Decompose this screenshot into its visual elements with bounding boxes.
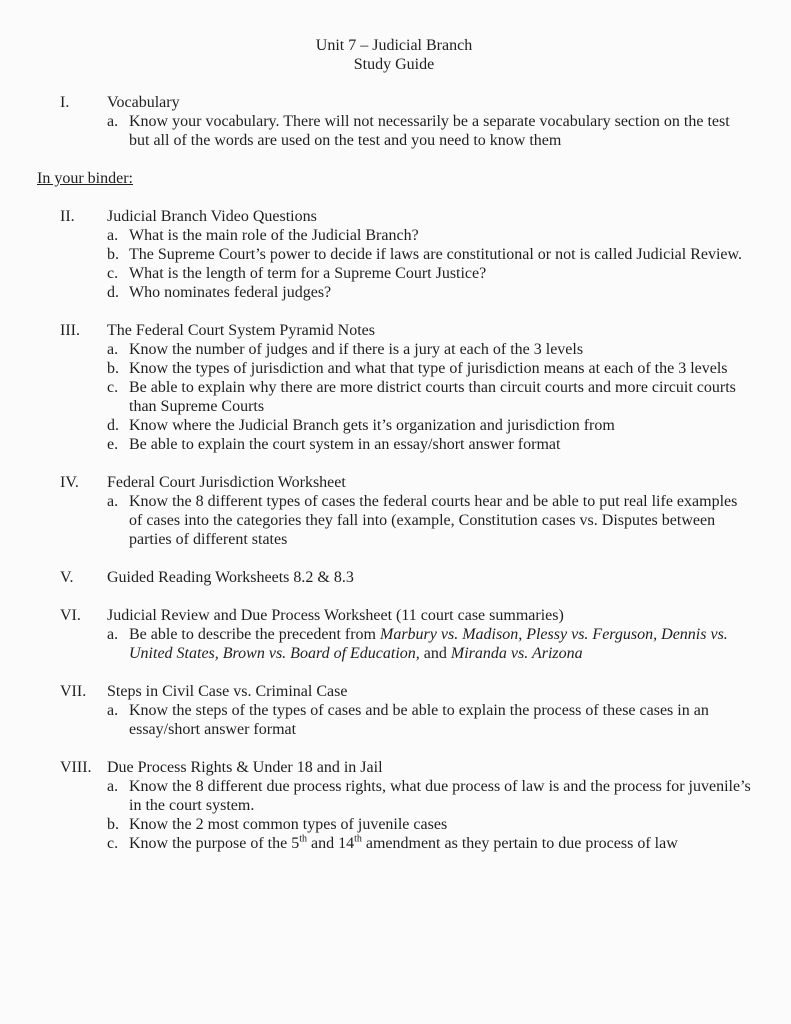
- item-letter: a.: [107, 778, 119, 795]
- section-heading-row: [37, 606, 751, 625]
- binder-heading: In your binder:: [37, 170, 133, 187]
- list-item: [107, 625, 751, 663]
- list-item: [107, 378, 751, 416]
- item-letter: e.: [107, 436, 119, 453]
- section-numeral: II.: [60, 208, 75, 225]
- section-numeral: VI.: [60, 607, 81, 624]
- item-letter: a.: [107, 113, 119, 130]
- list-item: [107, 359, 751, 378]
- item-text: [129, 435, 751, 454]
- list-item: [107, 435, 751, 454]
- section-numeral: IV.: [60, 474, 79, 491]
- superscript-run: th: [299, 833, 307, 845]
- section-i: [37, 93, 751, 150]
- section-title: Steps in Civil Case vs. Criminal Case: [107, 683, 348, 700]
- list-item: [107, 340, 751, 359]
- text-run: amendment as they pertain to due process of law: [361, 835, 678, 852]
- item-letter: d.: [107, 417, 119, 434]
- section-numeral: VIII.: [60, 759, 92, 776]
- item-text: [129, 834, 751, 853]
- text-run: Be able to describe the precedent from: [129, 626, 380, 643]
- item-letter: a.: [107, 227, 119, 244]
- list-item: [107, 492, 751, 549]
- item-text: [129, 283, 751, 302]
- text-run: Know the number of judges and if there is a jury at each of the 3 levels: [129, 341, 584, 358]
- text-run: Know the purpose of the 5: [129, 835, 300, 852]
- item-text: [129, 701, 751, 739]
- text-run: Know the 2 most common types of juvenile cases: [129, 816, 448, 833]
- document-subtitle: Study Guide: [353, 56, 435, 73]
- text-run: Know your vocabulary. There will not necessarily be a separate vocabulary section on the test but all of the words are used on the test and you need to know them: [129, 113, 730, 149]
- list-item: [107, 701, 751, 739]
- list-item: [107, 245, 751, 264]
- item-letter: b.: [107, 360, 119, 377]
- section-ii: [37, 207, 751, 302]
- italic-text-run: Miranda vs. Arizona: [450, 645, 583, 662]
- list-item: [107, 112, 751, 150]
- item-text: [129, 245, 751, 264]
- item-letter: b.: [107, 816, 119, 833]
- section-title: The Federal Court System Pyramid Notes: [107, 322, 375, 339]
- section-title: Due Process Rights & Under 18 and in Jail: [107, 759, 383, 776]
- item-text: [129, 625, 751, 663]
- superscript-run: th: [354, 833, 362, 845]
- item-text: [129, 378, 751, 416]
- section-iv: [37, 473, 751, 549]
- section-heading-row: [37, 321, 751, 340]
- text-run: and 14: [306, 835, 355, 852]
- list-item: [107, 226, 751, 245]
- item-letter: a.: [107, 626, 119, 643]
- section-v: [37, 568, 751, 587]
- text-run: Know the steps of the types of cases and be able to explain the process of these cases in an essay/short answer format: [129, 702, 709, 738]
- item-text: [129, 264, 751, 283]
- section-numeral: III.: [60, 322, 80, 339]
- text-run: Know where the Judicial Branch gets it’s organization and jurisdiction from: [129, 417, 615, 434]
- item-letter: a.: [107, 493, 119, 510]
- section-heading-row: [37, 93, 751, 112]
- italic-text-run: Marbury vs. Madison, Plessy vs. Ferguson, Dennis vs. United States, Brown vs. Board of Education,: [129, 626, 728, 662]
- section-numeral: VII.: [60, 683, 87, 700]
- item-letter: b.: [107, 246, 119, 263]
- item-text: [129, 112, 751, 150]
- section-title: Judicial Branch Video Questions: [107, 208, 317, 225]
- item-text: [129, 815, 751, 834]
- document-title: Unit 7 – Judicial Branch: [315, 37, 473, 54]
- text-run: Be able to explain the court system in an essay/short answer format: [129, 436, 561, 453]
- section-title: Federal Court Jurisdiction Worksheet: [107, 474, 346, 491]
- section-vii: [37, 682, 751, 739]
- section-title: Guided Reading Worksheets 8.2 & 8.3: [107, 569, 354, 586]
- text-run: Know the types of jurisdiction and what that type of jurisdiction means at each of the 3 levels: [129, 360, 728, 377]
- item-text: [129, 492, 751, 549]
- text-run: What is the length of term for a Supreme Court Justice?: [129, 265, 487, 282]
- item-text: [129, 359, 751, 378]
- item-letter: a.: [107, 341, 119, 358]
- text-run: Know the 8 different due process rights, what due process of law is and the process for juvenile’s in the court system.: [129, 778, 751, 814]
- document-body: [37, 93, 751, 853]
- item-text: [129, 226, 751, 245]
- item-letter: d.: [107, 284, 119, 301]
- list-item: [107, 264, 751, 283]
- section-heading-row: [37, 568, 751, 587]
- text-run: Who nominates federal judges?: [129, 284, 332, 301]
- section-heading-row: [37, 473, 751, 492]
- item-text: [129, 416, 751, 435]
- section-heading-row: [37, 682, 751, 701]
- item-text: [129, 340, 751, 359]
- section-iii: [37, 321, 751, 454]
- list-item: [107, 834, 751, 853]
- section-heading-row: [37, 207, 751, 226]
- section-numeral: V.: [60, 569, 74, 586]
- section-title: Judicial Review and Due Process Worksheet (11 court case summaries): [107, 607, 564, 624]
- list-item: [107, 777, 751, 815]
- document-title-block: [37, 36, 751, 74]
- list-item: [107, 416, 751, 435]
- text-run: The Supreme Court’s power to decide if laws are constitutional or not is called Judicial Review.: [129, 246, 743, 263]
- item-text: [129, 777, 751, 815]
- item-letter: c.: [107, 265, 119, 282]
- list-item: [107, 283, 751, 302]
- list-item: [107, 815, 751, 834]
- text-run: Know the 8 different types of cases the federal courts hear and be able to put real life examples of cases into the categories they fall into (example, Constitution cases vs. Disputes between parties of different states: [129, 493, 738, 548]
- section-title: Vocabulary: [107, 94, 180, 111]
- text-run: and: [419, 645, 451, 662]
- text-run: What is the main role of the Judicial Branch?: [129, 227, 419, 244]
- section-numeral: I.: [60, 94, 70, 111]
- item-letter: c.: [107, 835, 119, 852]
- section-heading-row: [37, 758, 751, 777]
- item-letter: a.: [107, 702, 119, 719]
- text-run: Be able to explain why there are more district courts than circuit courts and more circuit courts than Supreme Courts: [129, 379, 736, 415]
- item-letter: c.: [107, 379, 119, 396]
- section-vi: [37, 606, 751, 663]
- section-viii: [37, 758, 751, 853]
